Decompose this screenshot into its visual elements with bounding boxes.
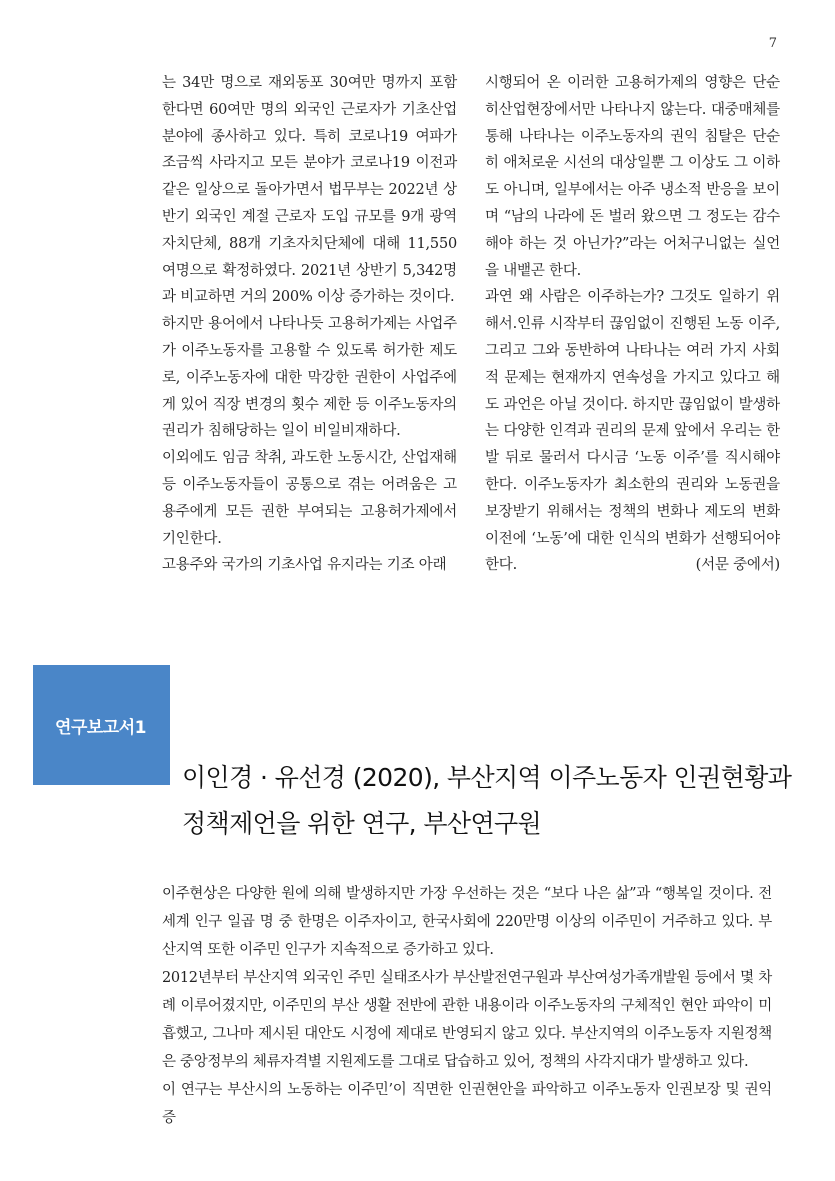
section-body [162, 880, 772, 1132]
section-divider [168, 665, 170, 785]
section-title: 이인경 · 유선경 (2020), 부산지역 이주노동자 인권현황과 정책제언을 위한 연구, 부산연구원 [182, 763, 792, 838]
paragraph: 이 연구는 부산시의 노동하는 이주민’이 직면한 인권현안을 파악하고 이주노동자 인권보장 및 권익증 [162, 1082, 772, 1126]
right-column [485, 70, 780, 579]
page-number: 7 [768, 36, 777, 51]
left-column [162, 70, 457, 579]
section-tab: 연구보고서1 [33, 665, 168, 785]
paragraph: 하지만 용어에서 나타나듯 고용허가제는 사업주가 이주노동자를 고용할 수 있도록 허가한 제도로, 이주노동자에 대한 막강한 권한이 사업주에게 있어 직장 변경의 횟수 제한 등 이주노동자의 권리가 침해당하는 일이 비일비재하다. [162, 316, 457, 440]
paragraph: 이외에도 임금 착취, 과도한 노동시간, 산업재해 등 이주노동자들이 공통으로 겪는 어려움은 고용주에게 모든 권한 부여되는 고용허가제에서 기인한다. [162, 450, 457, 547]
paragraph: 2012년부터 부산지역 외국인 주민 실태조사가 부산발전연구원과 부산여성가족개발원 등에서 몇 차례 이루어졌지만, 이주민의 부산 생활 전반에 관한 내용이라 이주노동자의 구체적인 현안 파악이 미흡했고, 그나마 제시된 대안도 시정에 제대로 반영되지 않고 있다. 부산지역의 이주노동자 지원정책은 중앙정부의 체류자격별 지원제도를 그대로 답습하고 있어, 정책의 사각지대가 발생하고 있다. [162, 970, 772, 1070]
paragraph: 는 34만 명으로 재외동포 30여만 명까지 포함한다면 60여만 명의 외국인 근로자가 기초산업 분야에 종사하고 있다. 특히 코로나19 여파가 조금씩 사라지고 모든 분야가 코로나19 이전과 같은 일상으로 돌아가면서 법무부는 2022년 상반기 외국인 계절 근로자 도입 규모를 9개 광역자치단체, 88개 기초자치단체에 대해 11,550여명으로 확정하였다. 2021년 상반기 5,342명과 비교하면 거의 200% 이상 증가하는 것이다. [162, 75, 457, 306]
paragraph: 이주현상은 다양한 원에 의해 발생하지만 가장 우선하는 것은 “보다 나은 삶”과 “행복일 것이다. 전세계 인구 일곱 명 중 한명은 이주자이고, 한국사회에 220만명 이상의 이주민이 거주하고 있다. 부산지역 또한 이주민 인구가 지속적으로 증가하고 있다. [162, 886, 772, 958]
paragraph: 시행되어 온 이러한 고용허가제의 영향은 단순히산업현장에서만 나타나지 않는다. 대중매체를 통해 나타나는 이주노동자의 권익 침탈은 단순히 애처로운 시선의 대상일뿐 그 이상도 그 이하도 아니며, 일부에서는 아주 냉소적 반응을 보이며 “남의 나라에 돈 벌러 왔으면 그 정도는 감수해야 하는 것 아닌가?”라는 어처구니없는 실언을 내뱉곤 한다. [485, 75, 780, 279]
source-note: (서문 중에서) [695, 557, 780, 574]
paragraph: 고용주와 국가의 기초사업 유지라는 기조 아래 [162, 557, 447, 574]
paragraph: 과연 왜 사람은 이주하는가? 그것도 일하기 위해서.인류 시작부터 끊임없이 진행된 노동 이주, 그리고 그와 동반하여 나타나는 여러 가지 사회적 문제는 현재까지 연속성을 가지고 있다고 해도 과언은 아닐 것이다. 하지만 끊임없이 발생하는 다양한 인격과 권리의 문제 앞에서 우리는 한 발 뒤로 물러서 다시금 ‘노동 이주’를 직시해야 한다. 이주노동자가 최소한의 권리와 노동권을 보장받기 위해서는 정책의 변화나 제도의 변화 이전에 ‘노동’에 대한 인식의 변화가 선행되어야 한다. [485, 289, 780, 574]
